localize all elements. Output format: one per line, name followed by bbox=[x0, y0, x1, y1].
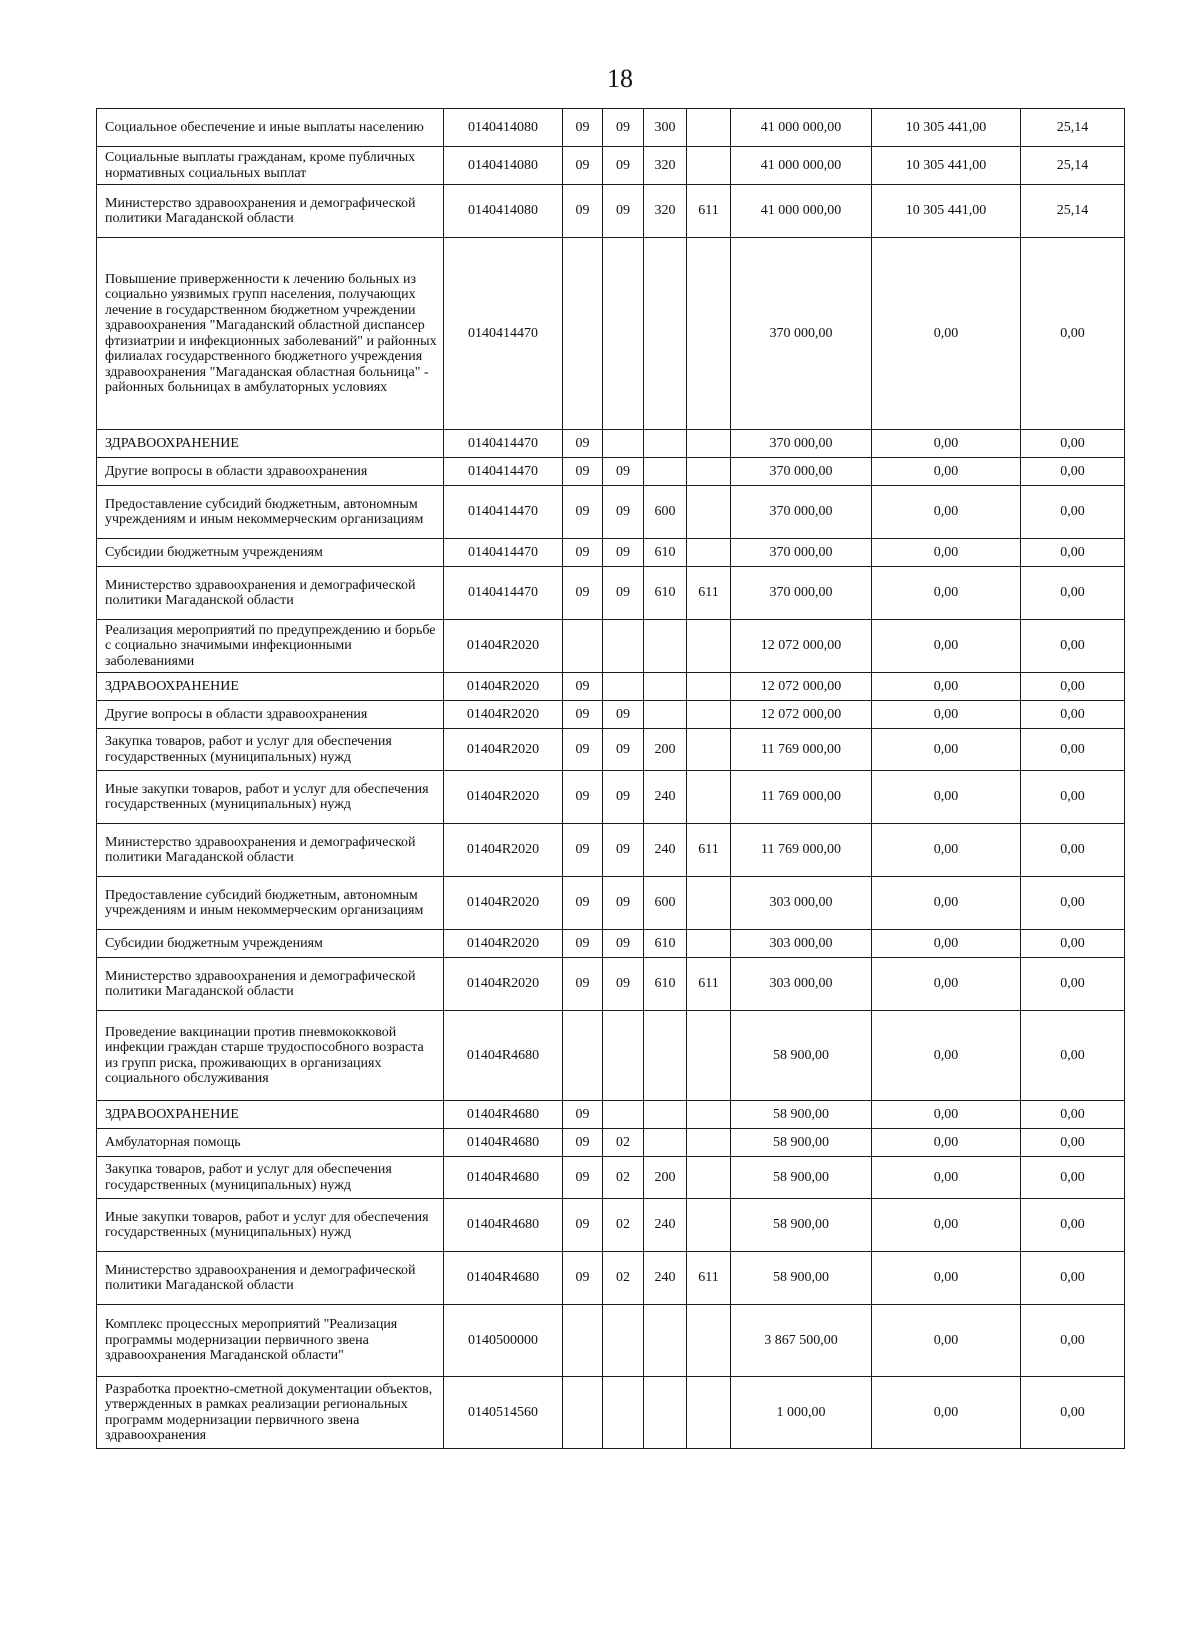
row-rz-cell: 09 bbox=[563, 877, 603, 930]
row-grbs-cell bbox=[687, 109, 731, 147]
row-pct-cell: 0,00 bbox=[1021, 701, 1125, 729]
row-pr-cell bbox=[603, 1011, 644, 1101]
row-rz-cell: 09 bbox=[563, 430, 603, 458]
row-pr-cell: 02 bbox=[603, 1199, 644, 1252]
row-rz-cell: 09 bbox=[563, 1252, 603, 1305]
row-fact-cell: 0,00 bbox=[872, 1199, 1021, 1252]
row-name-cell: Иные закупки товаров, работ и услуг для обеспечения государственных (муниципальных) нужд bbox=[97, 771, 444, 824]
row-grbs-cell bbox=[687, 458, 731, 486]
row-name-cell: Амбулаторная помощь bbox=[97, 1129, 444, 1157]
table-row bbox=[97, 539, 1125, 567]
row-csr-cell: 01404R4680 bbox=[444, 1101, 563, 1129]
row-csr-cell: 01404R2020 bbox=[444, 673, 563, 701]
row-plan-cell: 303 000,00 bbox=[731, 930, 872, 958]
row-plan-cell: 1 000,00 bbox=[731, 1377, 872, 1449]
row-pct-cell: 0,00 bbox=[1021, 1305, 1125, 1377]
row-pr-cell: 09 bbox=[603, 958, 644, 1011]
row-rz-cell: 09 bbox=[563, 539, 603, 567]
row-rz-cell bbox=[563, 1305, 603, 1377]
row-pr-cell: 02 bbox=[603, 1157, 644, 1199]
row-csr-cell: 0140414470 bbox=[444, 486, 563, 539]
row-pr-cell: 09 bbox=[603, 877, 644, 930]
row-plan-cell: 58 900,00 bbox=[731, 1199, 872, 1252]
row-rz-cell: 09 bbox=[563, 1101, 603, 1129]
row-vr-cell bbox=[644, 458, 687, 486]
row-pct-cell: 0,00 bbox=[1021, 958, 1125, 1011]
row-name-cell: Закупка товаров, работ и услуг для обеспечения государственных (муниципальных) нужд bbox=[97, 729, 444, 771]
row-name-cell: ЗДРАВООХРАНЕНИЕ bbox=[97, 673, 444, 701]
row-plan-cell: 11 769 000,00 bbox=[731, 824, 872, 877]
row-plan-cell: 12 072 000,00 bbox=[731, 701, 872, 729]
row-grbs-cell bbox=[687, 1199, 731, 1252]
table-row bbox=[97, 1157, 1125, 1199]
row-grbs-cell bbox=[687, 1305, 731, 1377]
row-fact-cell: 10 305 441,00 bbox=[872, 185, 1021, 238]
row-name-cell: Министерство здравоохранения и демографической политики Магаданской области bbox=[97, 185, 444, 238]
row-name-cell: Субсидии бюджетным учреждениям bbox=[97, 930, 444, 958]
table-row bbox=[97, 1101, 1125, 1129]
row-plan-cell: 303 000,00 bbox=[731, 877, 872, 930]
row-name-cell: Разработка проектно-сметной документации объектов, утвержденных в рамках реализации региональных программ модернизации первичного звена здравоохранения bbox=[97, 1377, 444, 1449]
row-csr-cell: 01404R4680 bbox=[444, 1129, 563, 1157]
row-csr-cell: 0140414470 bbox=[444, 430, 563, 458]
row-plan-cell: 58 900,00 bbox=[731, 1157, 872, 1199]
row-rz-cell: 09 bbox=[563, 701, 603, 729]
table-row bbox=[97, 1011, 1125, 1101]
row-grbs-cell bbox=[687, 620, 731, 673]
row-vr-cell: 610 bbox=[644, 539, 687, 567]
row-grbs-cell bbox=[687, 673, 731, 701]
row-name-cell: Министерство здравоохранения и демографической политики Магаданской области bbox=[97, 567, 444, 620]
row-csr-cell: 01404R2020 bbox=[444, 620, 563, 673]
row-pct-cell: 0,00 bbox=[1021, 430, 1125, 458]
row-rz-cell bbox=[563, 238, 603, 430]
row-csr-cell: 0140414080 bbox=[444, 185, 563, 238]
row-rz-cell: 09 bbox=[563, 771, 603, 824]
row-rz-cell: 09 bbox=[563, 673, 603, 701]
row-fact-cell: 0,00 bbox=[872, 1252, 1021, 1305]
table-row bbox=[97, 1129, 1125, 1157]
row-pct-cell: 0,00 bbox=[1021, 567, 1125, 620]
row-grbs-cell: 611 bbox=[687, 824, 731, 877]
row-name-cell: ЗДРАВООХРАНЕНИЕ bbox=[97, 1101, 444, 1129]
row-grbs-cell bbox=[687, 877, 731, 930]
row-grbs-cell bbox=[687, 430, 731, 458]
row-csr-cell: 01404R4680 bbox=[444, 1199, 563, 1252]
row-fact-cell: 0,00 bbox=[872, 486, 1021, 539]
row-rz-cell: 09 bbox=[563, 729, 603, 771]
table-row bbox=[97, 238, 1125, 430]
row-fact-cell: 0,00 bbox=[872, 729, 1021, 771]
row-rz-cell: 09 bbox=[563, 930, 603, 958]
row-rz-cell: 09 bbox=[563, 147, 603, 185]
row-vr-cell: 240 bbox=[644, 1199, 687, 1252]
row-pct-cell: 0,00 bbox=[1021, 486, 1125, 539]
row-rz-cell: 09 bbox=[563, 1157, 603, 1199]
row-name-cell: Министерство здравоохранения и демографической политики Магаданской области bbox=[97, 824, 444, 877]
row-name-cell: Реализация мероприятий по предупреждению и борьбе с социально значимыми инфекционными заболеваниями bbox=[97, 620, 444, 673]
row-vr-cell: 320 bbox=[644, 185, 687, 238]
row-name-cell: Другие вопросы в области здравоохранения bbox=[97, 701, 444, 729]
row-vr-cell: 200 bbox=[644, 729, 687, 771]
row-csr-cell: 01404R4680 bbox=[444, 1157, 563, 1199]
table-row bbox=[97, 567, 1125, 620]
row-rz-cell: 09 bbox=[563, 958, 603, 1011]
row-rz-cell: 09 bbox=[563, 185, 603, 238]
row-rz-cell bbox=[563, 1011, 603, 1101]
table-row bbox=[97, 1252, 1125, 1305]
row-csr-cell: 0140414470 bbox=[444, 539, 563, 567]
row-rz-cell: 09 bbox=[563, 567, 603, 620]
row-pr-cell: 09 bbox=[603, 701, 644, 729]
row-rz-cell: 09 bbox=[563, 486, 603, 539]
row-fact-cell: 0,00 bbox=[872, 1157, 1021, 1199]
row-rz-cell: 09 bbox=[563, 109, 603, 147]
row-vr-cell bbox=[644, 430, 687, 458]
row-pr-cell bbox=[603, 1101, 644, 1129]
row-csr-cell: 0140414080 bbox=[444, 147, 563, 185]
row-fact-cell: 0,00 bbox=[872, 958, 1021, 1011]
row-pct-cell: 0,00 bbox=[1021, 1199, 1125, 1252]
row-vr-cell: 240 bbox=[644, 1252, 687, 1305]
row-pct-cell: 0,00 bbox=[1021, 1101, 1125, 1129]
row-vr-cell bbox=[644, 673, 687, 701]
row-grbs-cell: 611 bbox=[687, 567, 731, 620]
row-csr-cell: 0140414470 bbox=[444, 238, 563, 430]
row-pct-cell: 0,00 bbox=[1021, 729, 1125, 771]
row-pr-cell bbox=[603, 1377, 644, 1449]
row-grbs-cell: 611 bbox=[687, 958, 731, 1011]
row-fact-cell: 0,00 bbox=[872, 701, 1021, 729]
row-grbs-cell bbox=[687, 771, 731, 824]
row-grbs-cell bbox=[687, 147, 731, 185]
row-vr-cell: 610 bbox=[644, 958, 687, 1011]
row-csr-cell: 01404R2020 bbox=[444, 771, 563, 824]
row-name-cell: Предоставление субсидий бюджетным, автономным учреждениям и иным некоммерческим организациям bbox=[97, 486, 444, 539]
row-vr-cell bbox=[644, 1011, 687, 1101]
row-rz-cell bbox=[563, 620, 603, 673]
row-pct-cell: 0,00 bbox=[1021, 1157, 1125, 1199]
table-row bbox=[97, 147, 1125, 185]
row-vr-cell: 610 bbox=[644, 930, 687, 958]
row-plan-cell: 370 000,00 bbox=[731, 486, 872, 539]
row-vr-cell: 320 bbox=[644, 147, 687, 185]
row-pr-cell: 09 bbox=[603, 539, 644, 567]
row-pct-cell: 0,00 bbox=[1021, 877, 1125, 930]
table-row bbox=[97, 1377, 1125, 1449]
table-row bbox=[97, 486, 1125, 539]
row-pr-cell: 09 bbox=[603, 567, 644, 620]
row-fact-cell: 0,00 bbox=[872, 877, 1021, 930]
table-row bbox=[97, 729, 1125, 771]
row-pr-cell: 09 bbox=[603, 930, 644, 958]
row-grbs-cell bbox=[687, 701, 731, 729]
row-vr-cell: 200 bbox=[644, 1157, 687, 1199]
row-pr-cell bbox=[603, 673, 644, 701]
row-grbs-cell bbox=[687, 238, 731, 430]
row-rz-cell: 09 bbox=[563, 458, 603, 486]
row-fact-cell: 0,00 bbox=[872, 430, 1021, 458]
row-rz-cell: 09 bbox=[563, 1129, 603, 1157]
row-fact-cell: 0,00 bbox=[872, 1129, 1021, 1157]
row-pr-cell bbox=[603, 430, 644, 458]
table-row bbox=[97, 620, 1125, 673]
row-rz-cell: 09 bbox=[563, 1199, 603, 1252]
row-csr-cell: 0140414470 bbox=[444, 458, 563, 486]
row-pr-cell bbox=[603, 1305, 644, 1377]
table-row bbox=[97, 771, 1125, 824]
row-grbs-cell: 611 bbox=[687, 1252, 731, 1305]
table-row bbox=[97, 824, 1125, 877]
row-plan-cell: 370 000,00 bbox=[731, 567, 872, 620]
row-plan-cell: 58 900,00 bbox=[731, 1252, 872, 1305]
row-pct-cell: 0,00 bbox=[1021, 238, 1125, 430]
row-pct-cell: 0,00 bbox=[1021, 1129, 1125, 1157]
row-vr-cell: 240 bbox=[644, 771, 687, 824]
row-fact-cell: 0,00 bbox=[872, 824, 1021, 877]
row-pr-cell: 09 bbox=[603, 486, 644, 539]
row-pct-cell: 25,14 bbox=[1021, 185, 1125, 238]
row-fact-cell: 0,00 bbox=[872, 1101, 1021, 1129]
table-row bbox=[97, 958, 1125, 1011]
row-grbs-cell bbox=[687, 729, 731, 771]
row-pct-cell: 0,00 bbox=[1021, 1011, 1125, 1101]
row-csr-cell: 0140414080 bbox=[444, 109, 563, 147]
row-name-cell: Другие вопросы в области здравоохранения bbox=[97, 458, 444, 486]
table-row bbox=[97, 701, 1125, 729]
row-plan-cell: 3 867 500,00 bbox=[731, 1305, 872, 1377]
row-name-cell: Закупка товаров, работ и услуг для обеспечения государственных (муниципальных) нужд bbox=[97, 1157, 444, 1199]
table-row bbox=[97, 430, 1125, 458]
table-row bbox=[97, 930, 1125, 958]
row-name-cell: ЗДРАВООХРАНЕНИЕ bbox=[97, 430, 444, 458]
row-pr-cell: 09 bbox=[603, 185, 644, 238]
row-vr-cell bbox=[644, 1305, 687, 1377]
row-fact-cell: 0,00 bbox=[872, 620, 1021, 673]
row-csr-cell: 0140500000 bbox=[444, 1305, 563, 1377]
row-name-cell: Министерство здравоохранения и демографической политики Магаданской области bbox=[97, 958, 444, 1011]
row-fact-cell: 0,00 bbox=[872, 238, 1021, 430]
row-name-cell: Министерство здравоохранения и демографической политики Магаданской области bbox=[97, 1252, 444, 1305]
table-row bbox=[97, 109, 1125, 147]
row-pct-cell: 0,00 bbox=[1021, 1377, 1125, 1449]
row-grbs-cell bbox=[687, 1129, 731, 1157]
row-pr-cell: 09 bbox=[603, 824, 644, 877]
row-fact-cell: 0,00 bbox=[872, 1377, 1021, 1449]
row-pct-cell: 25,14 bbox=[1021, 147, 1125, 185]
row-plan-cell: 41 000 000,00 bbox=[731, 185, 872, 238]
table-row bbox=[97, 673, 1125, 701]
row-csr-cell: 01404R2020 bbox=[444, 729, 563, 771]
row-csr-cell: 01404R4680 bbox=[444, 1011, 563, 1101]
row-pr-cell: 09 bbox=[603, 109, 644, 147]
row-grbs-cell bbox=[687, 1377, 731, 1449]
row-plan-cell: 12 072 000,00 bbox=[731, 673, 872, 701]
row-plan-cell: 303 000,00 bbox=[731, 958, 872, 1011]
row-pr-cell bbox=[603, 238, 644, 430]
row-name-cell: Комплекс процессных мероприятий "Реализация программы модернизации первичного звена здравоохранения Магаданской области" bbox=[97, 1305, 444, 1377]
row-grbs-cell: 611 bbox=[687, 185, 731, 238]
row-name-cell: Повышение приверженности к лечению больных из социально уязвимых групп населения, получающих лечение в государственном бюджетном учреждении здравоохранения "Магаданский областной диспансер фтизиатрии и инфекционных заболеваний" и районных филиалах государственного бюджетного учреждения здравоохранения "Магаданская областная больница" - районных больницах в амбулаторных условиях bbox=[97, 238, 444, 430]
row-pct-cell: 0,00 bbox=[1021, 673, 1125, 701]
row-vr-cell bbox=[644, 1129, 687, 1157]
row-fact-cell: 10 305 441,00 bbox=[872, 147, 1021, 185]
row-fact-cell: 0,00 bbox=[872, 458, 1021, 486]
row-csr-cell: 0140414470 bbox=[444, 567, 563, 620]
row-plan-cell: 12 072 000,00 bbox=[731, 620, 872, 673]
row-grbs-cell bbox=[687, 1157, 731, 1199]
row-fact-cell: 0,00 bbox=[872, 1305, 1021, 1377]
row-fact-cell: 0,00 bbox=[872, 567, 1021, 620]
row-plan-cell: 370 000,00 bbox=[731, 539, 872, 567]
row-vr-cell: 610 bbox=[644, 567, 687, 620]
row-grbs-cell bbox=[687, 1101, 731, 1129]
row-pct-cell: 0,00 bbox=[1021, 458, 1125, 486]
row-pr-cell: 09 bbox=[603, 729, 644, 771]
table-row bbox=[97, 185, 1125, 238]
row-pct-cell: 0,00 bbox=[1021, 930, 1125, 958]
row-pr-cell: 09 bbox=[603, 771, 644, 824]
table-row bbox=[97, 1305, 1125, 1377]
row-pct-cell: 0,00 bbox=[1021, 824, 1125, 877]
row-pr-cell: 09 bbox=[603, 458, 644, 486]
row-plan-cell: 58 900,00 bbox=[731, 1011, 872, 1101]
row-fact-cell: 0,00 bbox=[872, 771, 1021, 824]
budget-table bbox=[96, 108, 1125, 1449]
row-vr-cell bbox=[644, 238, 687, 430]
row-pr-cell bbox=[603, 620, 644, 673]
row-fact-cell: 0,00 bbox=[872, 673, 1021, 701]
row-name-cell: Проведение вакцинации против пневмококковой инфекции граждан старше трудоспособного возраста из групп риска, проживающих в организациях социального обслуживания bbox=[97, 1011, 444, 1101]
row-fact-cell: 10 305 441,00 bbox=[872, 109, 1021, 147]
table-row bbox=[97, 877, 1125, 930]
row-name-cell: Предоставление субсидий бюджетным, автономным учреждениям и иным некоммерческим организациям bbox=[97, 877, 444, 930]
row-pct-cell: 25,14 bbox=[1021, 109, 1125, 147]
row-plan-cell: 11 769 000,00 bbox=[731, 729, 872, 771]
row-rz-cell: 09 bbox=[563, 824, 603, 877]
row-csr-cell: 01404R2020 bbox=[444, 930, 563, 958]
table-body bbox=[97, 109, 1125, 1449]
row-fact-cell: 0,00 bbox=[872, 930, 1021, 958]
row-vr-cell bbox=[644, 701, 687, 729]
row-csr-cell: 01404R2020 bbox=[444, 824, 563, 877]
row-fact-cell: 0,00 bbox=[872, 1011, 1021, 1101]
table-row bbox=[97, 1199, 1125, 1252]
row-pr-cell: 02 bbox=[603, 1252, 644, 1305]
row-plan-cell: 58 900,00 bbox=[731, 1129, 872, 1157]
row-grbs-cell bbox=[687, 930, 731, 958]
row-grbs-cell bbox=[687, 486, 731, 539]
row-plan-cell: 11 769 000,00 bbox=[731, 771, 872, 824]
row-vr-cell bbox=[644, 620, 687, 673]
row-fact-cell: 0,00 bbox=[872, 539, 1021, 567]
row-pct-cell: 0,00 bbox=[1021, 539, 1125, 567]
row-name-cell: Иные закупки товаров, работ и услуг для обеспечения государственных (муниципальных) нужд bbox=[97, 1199, 444, 1252]
row-vr-cell bbox=[644, 1101, 687, 1129]
row-vr-cell: 300 bbox=[644, 109, 687, 147]
row-plan-cell: 58 900,00 bbox=[731, 1101, 872, 1129]
row-name-cell: Социальное обеспечение и иные выплаты населению bbox=[97, 109, 444, 147]
row-csr-cell: 01404R2020 bbox=[444, 701, 563, 729]
row-csr-cell: 0140514560 bbox=[444, 1377, 563, 1449]
row-vr-cell bbox=[644, 1377, 687, 1449]
row-vr-cell: 600 bbox=[644, 877, 687, 930]
table-row bbox=[97, 458, 1125, 486]
row-pct-cell: 0,00 bbox=[1021, 771, 1125, 824]
row-pct-cell: 0,00 bbox=[1021, 620, 1125, 673]
row-pr-cell: 02 bbox=[603, 1129, 644, 1157]
row-name-cell: Социальные выплаты гражданам, кроме публичных нормативных социальных выплат bbox=[97, 147, 444, 185]
row-csr-cell: 01404R2020 bbox=[444, 958, 563, 1011]
row-plan-cell: 370 000,00 bbox=[731, 458, 872, 486]
row-plan-cell: 41 000 000,00 bbox=[731, 109, 872, 147]
row-pr-cell: 09 bbox=[603, 147, 644, 185]
row-csr-cell: 01404R4680 bbox=[444, 1252, 563, 1305]
row-plan-cell: 370 000,00 bbox=[731, 430, 872, 458]
row-pct-cell: 0,00 bbox=[1021, 1252, 1125, 1305]
row-grbs-cell bbox=[687, 539, 731, 567]
row-vr-cell: 600 bbox=[644, 486, 687, 539]
page-number: 18 bbox=[607, 64, 633, 93]
row-plan-cell: 41 000 000,00 bbox=[731, 147, 872, 185]
row-vr-cell: 240 bbox=[644, 824, 687, 877]
row-rz-cell bbox=[563, 1377, 603, 1449]
row-grbs-cell bbox=[687, 1011, 731, 1101]
row-name-cell: Субсидии бюджетным учреждениям bbox=[97, 539, 444, 567]
row-csr-cell: 01404R2020 bbox=[444, 877, 563, 930]
row-plan-cell: 370 000,00 bbox=[731, 238, 872, 430]
